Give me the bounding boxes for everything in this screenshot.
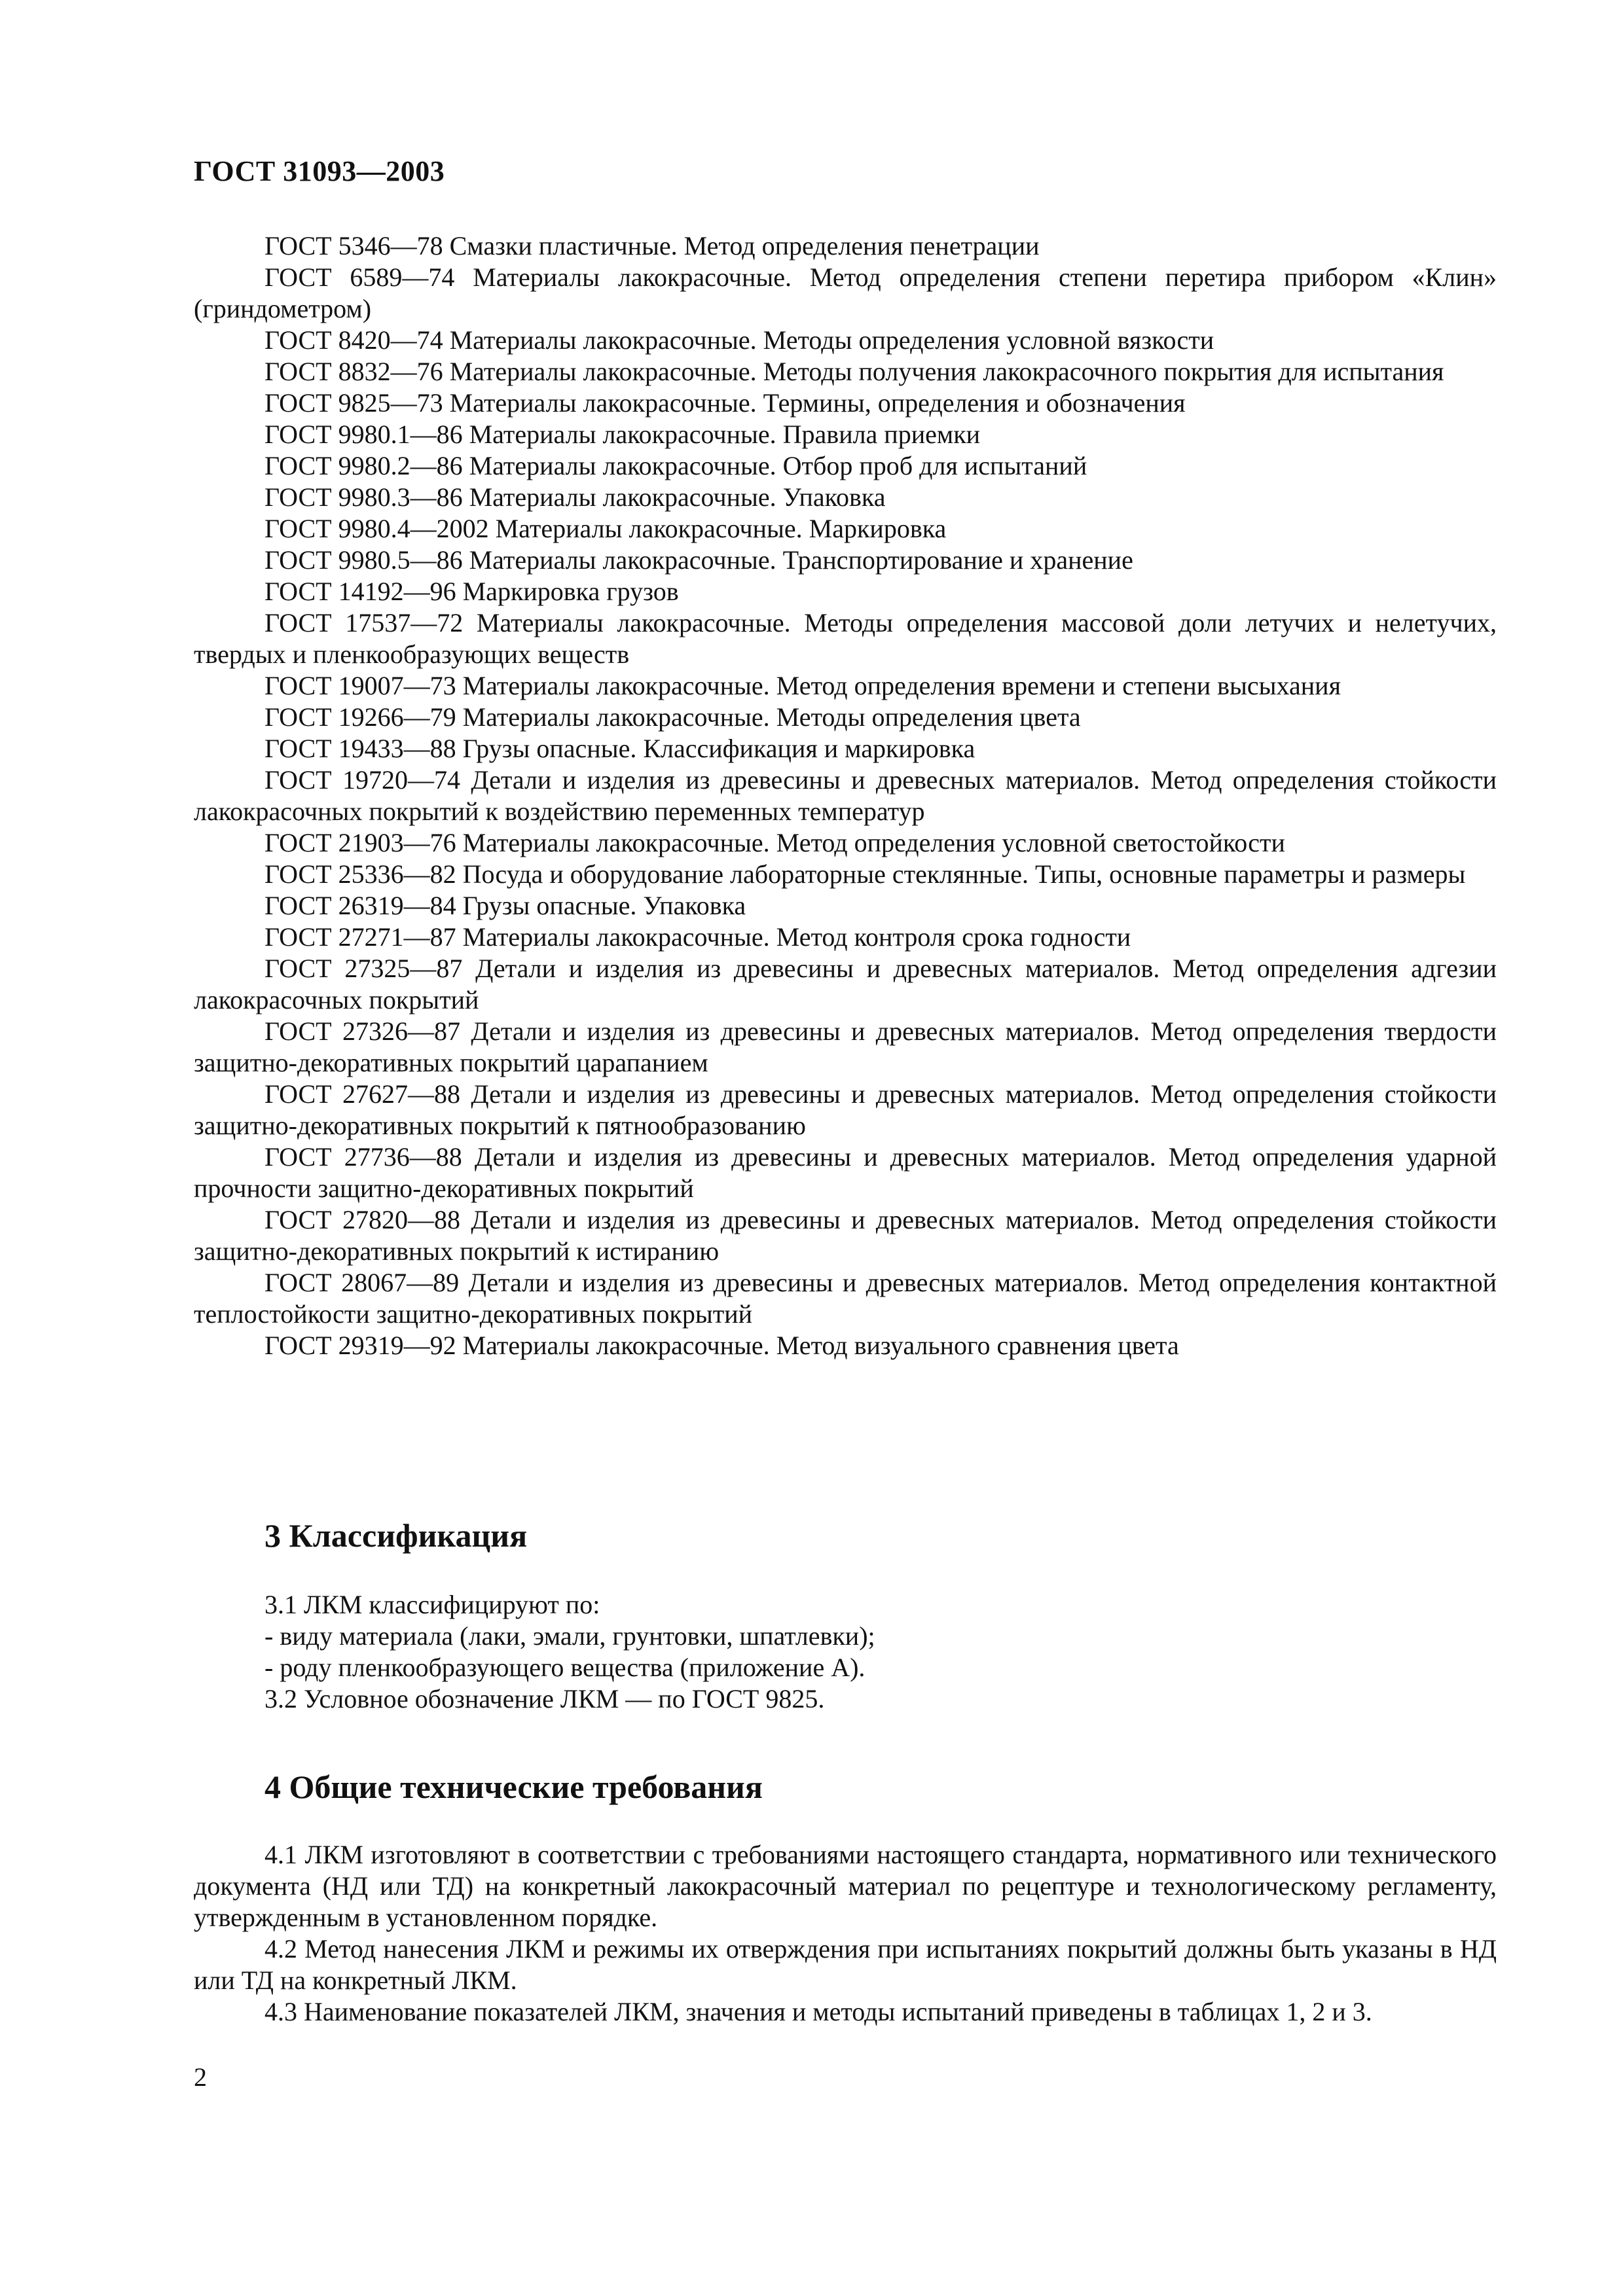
- reference-item: ГОСТ 19007—73 Материалы лакокрасочные. Метод определения времени и степени высыхания: [264, 671, 1341, 700]
- reference-item: ГОСТ 25336—82 Посуда и оборудование лабораторные стеклянные. Типы, основные параметры и размеры: [264, 859, 1466, 889]
- reference-item: ГОСТ 9980.4—2002 Материалы лакокрасочные. Маркировка: [264, 514, 947, 543]
- normative-references-list: [194, 230, 1497, 1361]
- section-3-title: 3 Классификация: [264, 1517, 528, 1554]
- page-number: 2: [194, 2062, 207, 2092]
- reference-item: ГОСТ 9980.5—86 Материалы лакокрасочные. Транспортирование и хранение: [264, 545, 1133, 575]
- reference-item: ГОСТ 27627—88 Детали и изделия из древесины и древесных материалов. Метод определения стойкости защитно-декоративных покрытий к пятнообразованию: [194, 1079, 1497, 1140]
- reference-item: ГОСТ 14192—96 Маркировка грузов: [264, 577, 679, 606]
- section-4-paragraph: 4.1 ЛКМ изготовляют в соответствии с требованиями настоящего стандарта, нормативного или технического документа (НД или ТД) на конкретный лакокрасочный материал по рецептуре и технологическому регламенту, утвержденным в установленном порядке.: [194, 1840, 1497, 1932]
- section-4-title: 4 Общие технические требования: [264, 1768, 763, 1805]
- section-4-paragraph: 4.2 Метод нанесения ЛКМ и режимы их отверждения при испытаниях покрытий должны быть указаны в НД или ТД на конкретный ЛКМ.: [194, 1934, 1497, 1995]
- reference-item: ГОСТ 27326—87 Детали и изделия из древесины и древесных материалов. Метод определения твердости защитно-декоративных покрытий царапанием: [194, 1016, 1497, 1077]
- section-3-line: 3.1 ЛКМ классифицируют по:: [264, 1590, 600, 1619]
- section-3-line: - роду пленкообразующего вещества (приложение А).: [264, 1653, 866, 1682]
- reference-item: ГОСТ 19433—88 Грузы опасные. Классификация и маркировка: [264, 734, 976, 763]
- section-3-line: 3.2 Условное обозначение ЛКМ — по ГОСТ 9825.: [264, 1684, 825, 1713]
- section-3-body: [194, 1589, 1497, 1715]
- reference-item: ГОСТ 9980.1—86 Материалы лакокрасочные. Правила приемки: [264, 420, 981, 449]
- reference-item: ГОСТ 9980.3—86 Материалы лакокрасочные. Упаковка: [264, 482, 886, 512]
- reference-item: ГОСТ 9825—73 Материалы лакокрасочные. Термины, определения и обозначения: [264, 388, 1186, 418]
- reference-item: ГОСТ 5346—78 Смазки пластичные. Метод определения пенетрации: [264, 231, 1040, 260]
- reference-item: ГОСТ 27820—88 Детали и изделия из древесины и древесных материалов. Метод определения стойкости защитно-декоративных покрытий к истиранию: [194, 1205, 1497, 1266]
- reference-item: ГОСТ 29319—92 Материалы лакокрасочные. Метод визуального сравнения цвета: [264, 1331, 1179, 1360]
- reference-item: ГОСТ 28067—89 Детали и изделия из древесины и древесных материалов. Метод определения контактной теплостойкости защитно-декоративных покрытий: [194, 1268, 1497, 1329]
- reference-item: ГОСТ 27736—88 Детали и изделия из древесины и древесных материалов. Метод определения ударной прочности защитно-декоративных покрытий: [194, 1142, 1497, 1203]
- reference-item: ГОСТ 17537—72 Материалы лакокрасочные. Методы определения массовой доли летучих и нелетучих, твердых и пленкообразующих веществ: [194, 608, 1497, 669]
- section-4-paragraph: 4.3 Наименование показателей ЛКМ, значения и методы испытаний приведены в таблицах 1, 2 и 3.: [264, 1997, 1372, 2026]
- reference-item: ГОСТ 8420—74 Материалы лакокрасочные. Методы определения условной вязкости: [264, 325, 1214, 355]
- reference-item: ГОСТ 9980.2—86 Материалы лакокрасочные. Отбор проб для испытаний: [264, 451, 1087, 480]
- reference-item: ГОСТ 19720—74 Детали и изделия из древесины и древесных материалов. Метод определения стойкости лакокрасочных покрытий к воздействию переменных температур: [194, 765, 1497, 826]
- reference-item: ГОСТ 27271—87 Материалы лакокрасочные. Метод контроля срока годности: [264, 922, 1131, 952]
- reference-item: ГОСТ 27325—87 Детали и изделия из древесины и древесных материалов. Метод определения адгезии лакокрасочных покрытий: [194, 954, 1497, 1014]
- reference-item: ГОСТ 21903—76 Материалы лакокрасочные. Метод определения условной светостойкости: [264, 828, 1285, 857]
- reference-item: ГОСТ 26319—84 Грузы опасные. Упаковка: [264, 891, 746, 920]
- reference-item: ГОСТ 6589—74 Материалы лакокрасочные. Метод определения степени перетира прибором «Клин» (гриндометром): [194, 262, 1497, 323]
- reference-item: ГОСТ 19266—79 Материалы лакокрасочные. Методы определения цвета: [264, 702, 1081, 732]
- reference-item: ГОСТ 8832—76 Материалы лакокрасочные. Методы получения лакокрасочного покрытия для испытания: [264, 357, 1444, 386]
- section-3-line: - виду материала (лаки, эмали, грунтовки, шпатлевки);: [264, 1621, 875, 1651]
- document-designation: ГОСТ 31093—2003: [194, 155, 445, 187]
- section-4-body: [194, 1839, 1497, 2028]
